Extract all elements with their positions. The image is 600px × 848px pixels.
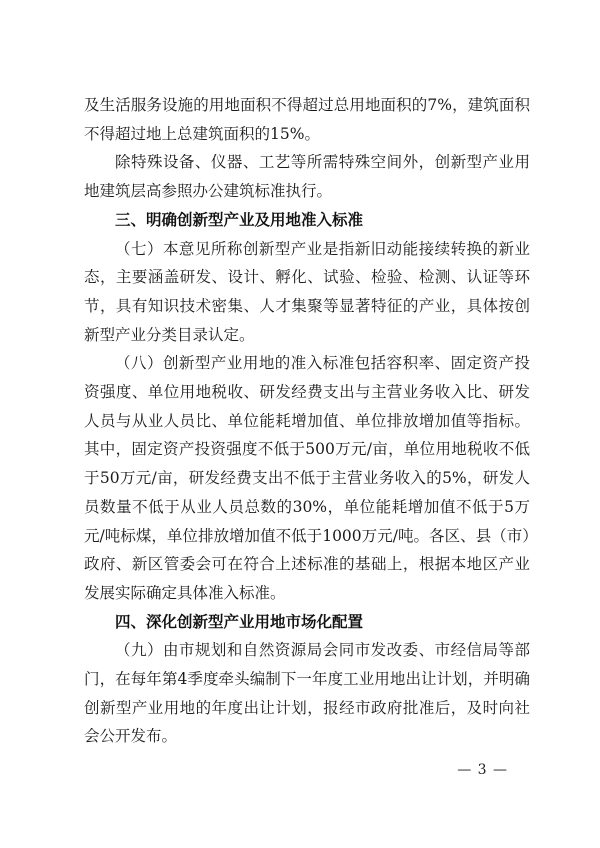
paragraph-floor-height: 除特殊设备、仪器、工艺等所需特殊空间外，创新型产业用地建筑层高参照办公建筑标准执行。: [84, 153, 530, 201]
paragraph-item-9: （九）由市规划和自然资源局会同市发改委、市经信局等部门，在每年第4季度牵头编制下一年度工业用地出让计划，并明确创新型产业用地的年度出让计划，报经市政府批准后，及时向社会公开发布。: [84, 641, 530, 746]
section-heading-4: 四、深化创新型产业用地市场化配置: [115, 612, 364, 631]
document-body: [84, 91, 530, 751]
paragraph-facility-limits: 及生活服务设施的用地面积不得超过总用地面积的7%，建筑面积不得超过地上总建筑面积的15%。: [84, 96, 530, 143]
paragraph-item-8: （八）创新型产业用地的准入标准包括容积率、固定资产投资强度、单位用地税收、研发经费支出与主营业务收入比、研发人员与从业人员比、单位能耗增加值、单位排放增加值等指标。其中，固定资产投资强度不低于500万元/亩，单位用地税收不低于50万元/亩，研发经费支出不低于主营业务收入的5%，研发人员数量不低于从业人员总数的30%，单位能耗增加值不低于5万元/吨标煤，单位排放增加值不低于1000万元/吨。各区、县（市）政府、新区管委会可在符合上述标准的基础上，根据本地区产业发展实际确定具体准入标准。: [84, 354, 530, 602]
page-number: — 3 —: [457, 762, 508, 778]
section-heading-3: 三、明确创新型产业及用地准入标准: [115, 210, 364, 229]
paragraph-item-7: （七）本意见所称创新型产业是指新旧动能接续转换的新业态，主要涵盖研发、设计、孵化、试验、检验、检测、认证等环节，具有知识技术密集、人才集聚等显著特征的产业，具体按创新型产业分类目录认定。: [84, 239, 530, 344]
